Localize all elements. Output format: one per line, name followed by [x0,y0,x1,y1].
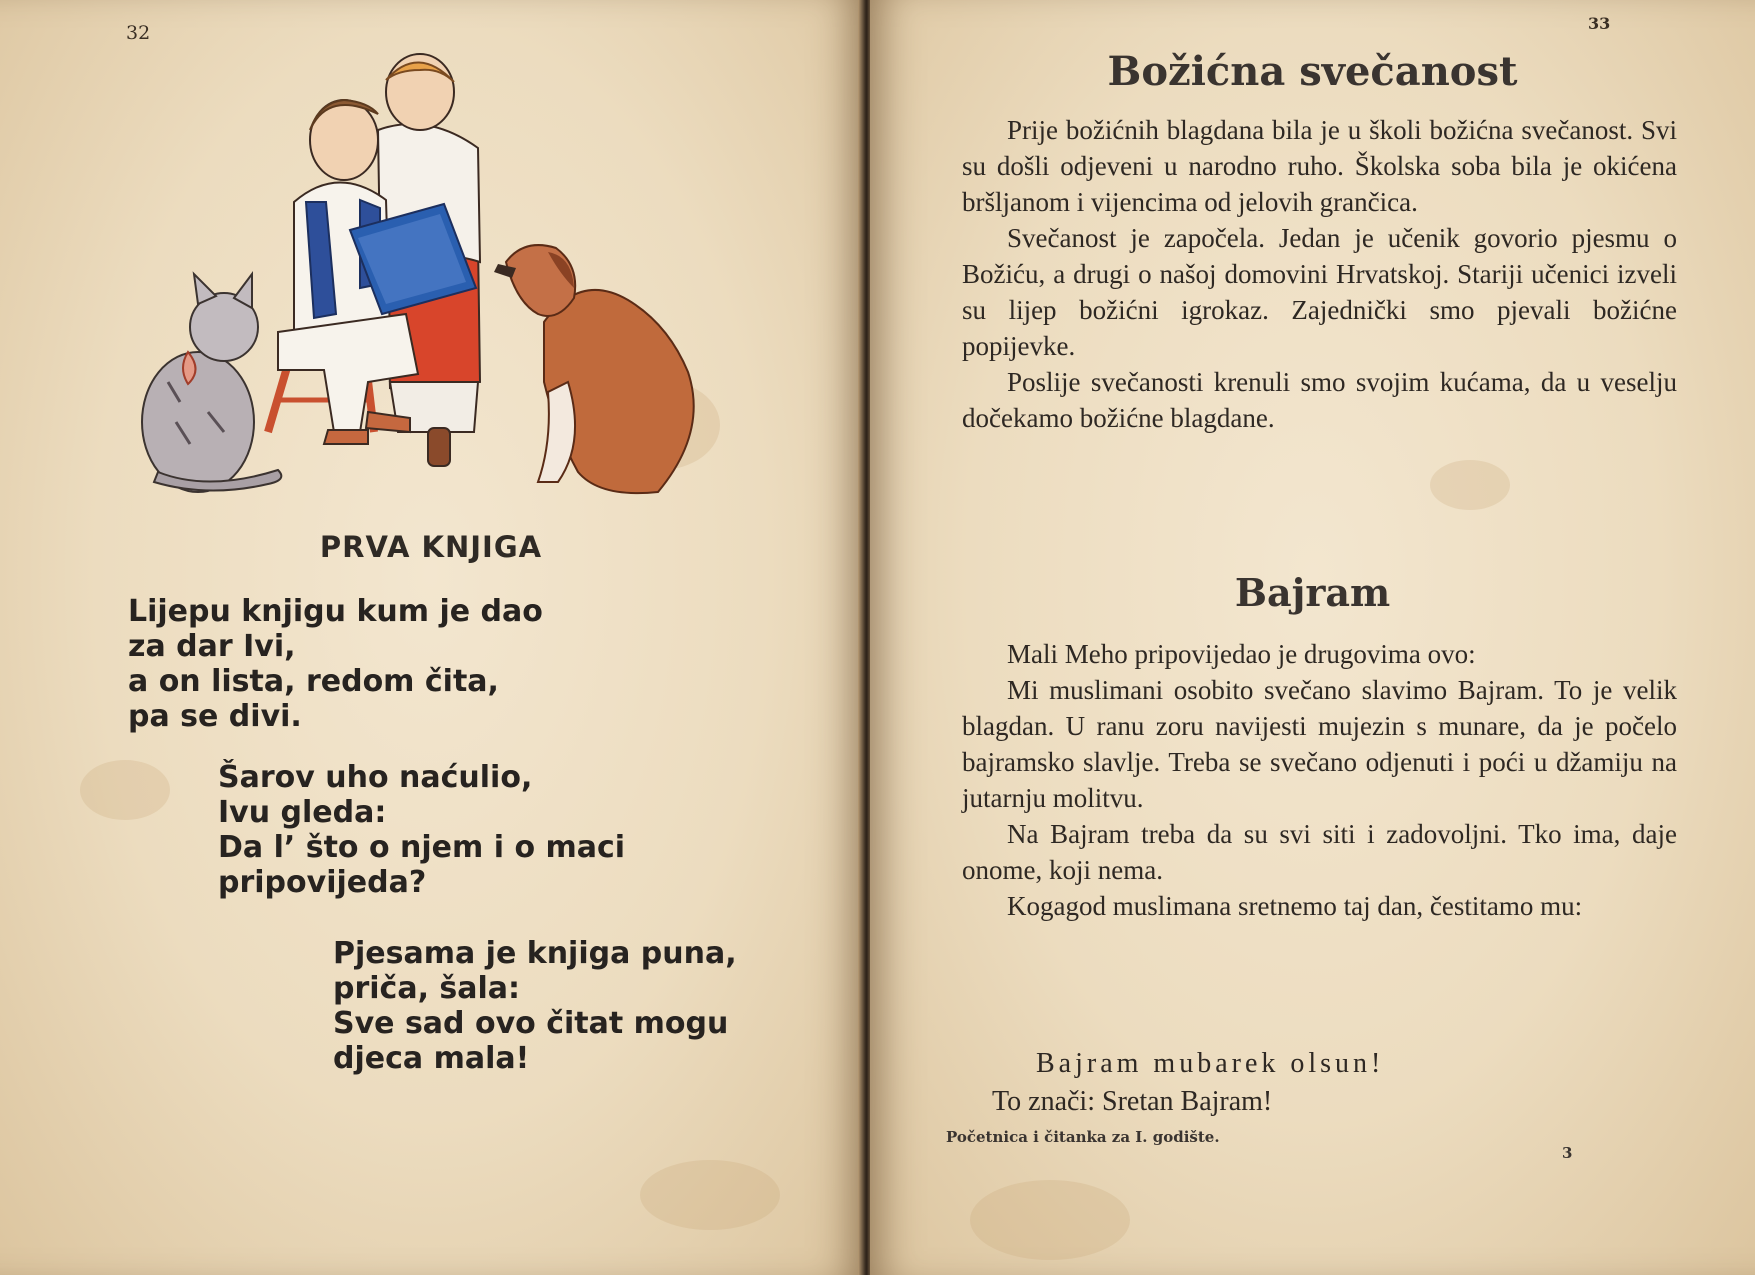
cat-illustration [142,274,281,492]
article-body-bajram [962,636,1677,924]
book-footer-title: Početnica i čitanka za I. godište. [946,1128,1220,1146]
poem-line: Lijepu knjigu kum je dao [128,594,543,629]
paper-stain [970,1180,1130,1260]
right-page [870,0,1755,1275]
poem-line: za dar Ivi, [128,629,296,664]
poem-line: Pjesama je knjiga puna, [333,936,737,971]
paper-stain [1430,460,1510,510]
paragraph: Poslije svečanosti krenuli smo svojim kućama, da u veselju dočekamo božićne blagdane. [962,367,1677,433]
poem-line: a on lista, redom čita, [128,664,499,699]
signature-mark: 3 [1562,1144,1573,1162]
poem-title: PRVA KNJIGA [319,530,543,564]
poem-line: Šarov uho naćulio, [218,760,533,795]
paragraph: Prije božićnih blagdana bila je u školi božićna svečanost. Svi su došli odjeveni u narodno ruho. Školska soba bila je okićena bršljanom i vijencima od jelovih grančica. [962,115,1677,217]
greeting-translation: To znači: Sretan Bajram! [992,1086,1273,1117]
article-title-bajram: Bajram [1234,570,1391,615]
article-body-christmas [962,112,1677,436]
paragraph: Mi muslimani osobito svečano slavimo Bajram. To je velik blagdan. U ranu zoru navijesti mujezin s munare, da je počelo bajramsko slavlje. Treba se svečano odjenuti i poći u džamiju na jutarnju molitvu. [962,675,1677,813]
paper-stain [80,760,170,820]
poem-line: djeca mala! [333,1041,530,1076]
paragraph: Mali Meho pripovijedao je drugovima ovo: [1007,639,1476,669]
dog-illustration [494,245,694,493]
paper-stain [640,1160,780,1230]
page-number: 32 [126,22,151,44]
poem-line: Sve sad ovo čitat mogu [333,1006,729,1041]
bajram-greeting: Bajram mubarek olsun! [1036,1048,1385,1079]
poem-line: priča, šala: [333,971,521,1006]
poem-line: pa se divi. [128,699,302,734]
paragraph: Kogagod muslimana sretnemo taj dan, čestitamo mu: [1007,891,1583,921]
poem-stanza-2 [218,760,625,900]
left-page [0,0,862,1275]
page-number: 33 [1588,14,1611,33]
poem-stanza-1 [128,594,543,734]
illustration-children-reading [128,52,768,502]
article-title-christmas: Božićna svečanost [1107,48,1518,95]
poem-line: Ivu gleda: [218,795,387,830]
paragraph: Na Bajram treba da su svi siti i zadovoljni. Tko ima, daje onome, koji nema. [962,819,1677,885]
poem-stanza-3 [333,936,737,1076]
paragraph: Svečanost je započela. Jedan je učenik govorio pjesmu o Božiću, a drugi o našoj domovini Hrvatskoj. Stariji učenici izveli su lijep božićni igrokaz. Zajednički smo pjevali božićne popijevke. [962,223,1677,361]
poem-line: pripovijeda? [218,865,427,900]
poem-line: Da l’ što o njem i o maci [218,830,626,865]
